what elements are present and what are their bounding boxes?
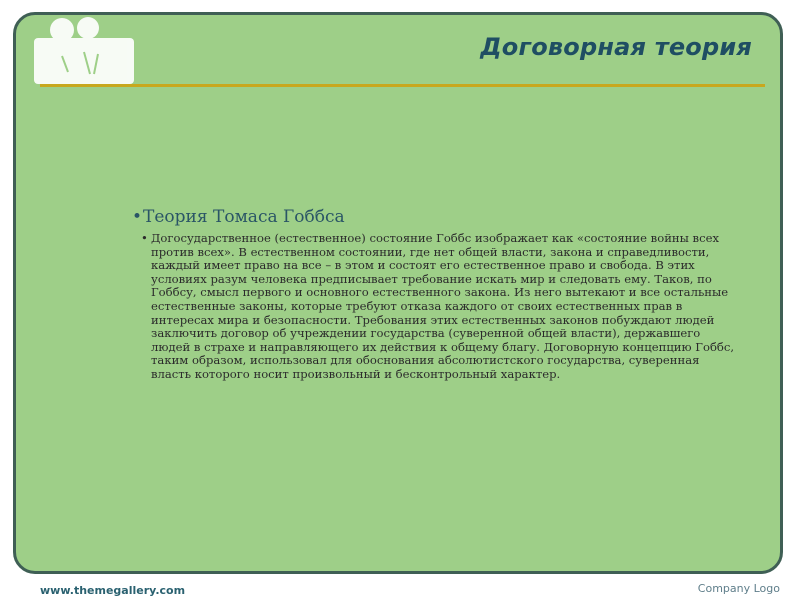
bullet-heading <box>132 206 742 228</box>
people-silhouette-icon <box>32 16 136 86</box>
title-divider <box>40 84 765 87</box>
bullet-icon: • <box>132 207 143 227</box>
footer-url: www.themegallery.com <box>40 584 186 597</box>
bullet-paragraph <box>132 232 742 382</box>
company-logo: Company Logo <box>697 582 780 595</box>
slide-title: Договорная теория <box>480 33 752 61</box>
heading-text: Теория Томаса Гоббса <box>143 207 345 227</box>
slide-content <box>132 206 742 382</box>
paragraph-text: Догосударственное (естественное) состояние Гоббс изображает как «состояние войны всех против всех». В естественном состоянии, где нет общей власти, закона и справедливости, каждый имеет право на все – в этом и состоят его естественное право и свобода. В этих условиях разум человека предписывает требование искать мир и следовать ему. Таков, по Гоббсу, смысл первого и основного естественного закона. Из него вытекают и все остальные естественные законы, которые требуют отказа каждого от своих естественных прав в интересах мира и безопасности. Требования этих естественных законов побуждают людей заключить договор об учреждении государства (суверенной общей власти), державшего людей в страхе и направляющего их действия к общему благу. Договорную концепцию Гоббс, таким образом, использовал для обоснования абсолютистского государства, суверенная власть которого носит произвольный и бесконтрольный характер. <box>151 231 735 381</box>
sub-bullet-icon: • <box>141 231 148 245</box>
